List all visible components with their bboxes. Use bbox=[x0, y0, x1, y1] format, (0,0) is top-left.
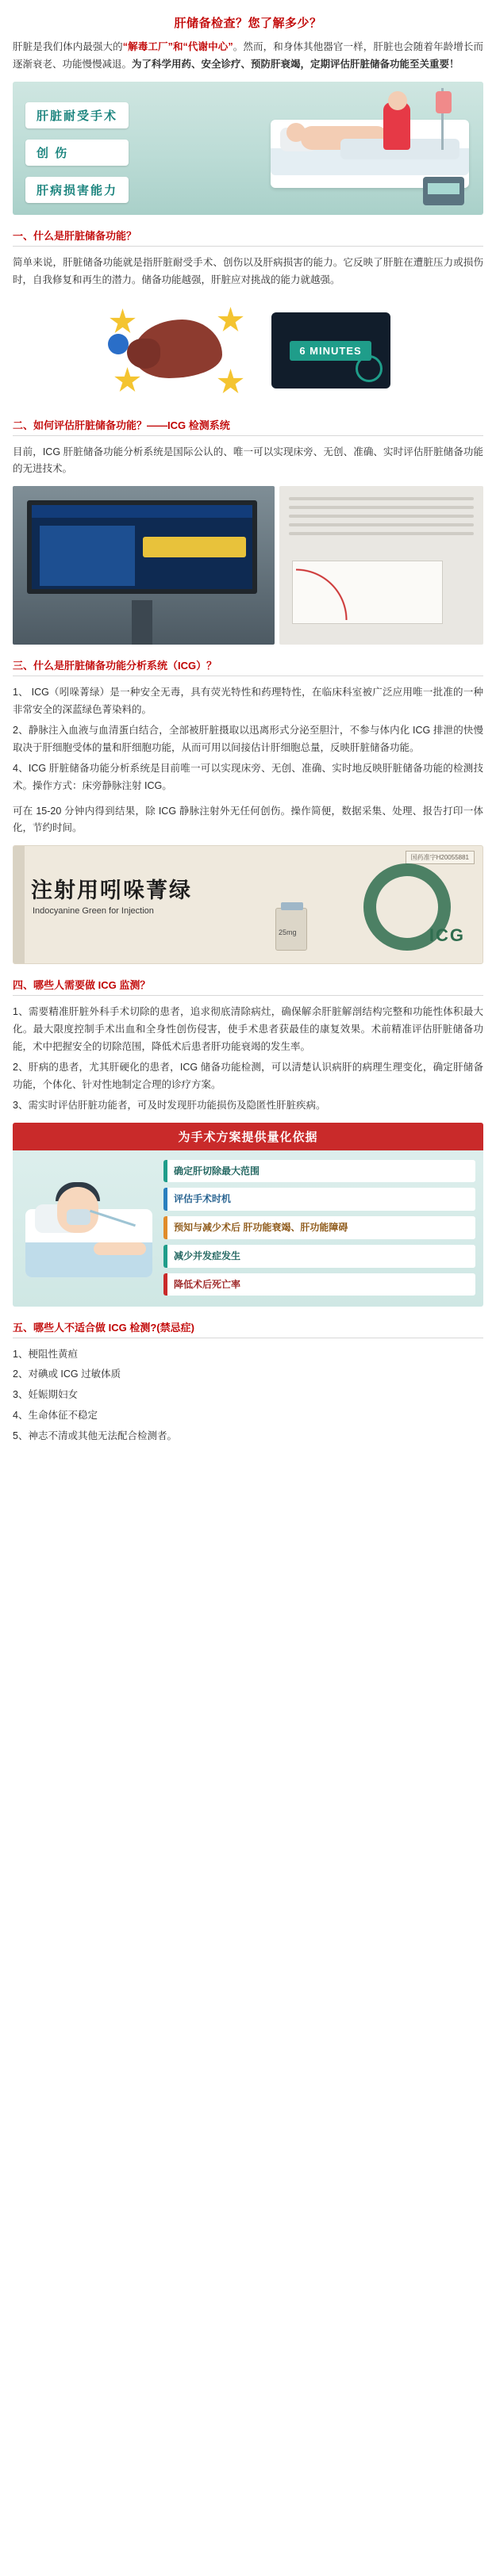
figure-surgery-illustration bbox=[13, 82, 483, 215]
burst-icon bbox=[114, 367, 141, 394]
clock-icon bbox=[356, 355, 383, 382]
report-line bbox=[289, 506, 474, 509]
section-heading-2: 二、如何评估肝脏储备功能？——ICG 检测系统 bbox=[13, 419, 230, 431]
figure5-banner: 为手术方案提供量化依据 bbox=[13, 1123, 483, 1150]
section-heading-3: 三、什么是肝脏储备功能分析系统（ICG）？ bbox=[13, 660, 217, 672]
box-left-edge bbox=[13, 846, 25, 963]
drug-name-cn: 注射用吲哚菁绿 bbox=[31, 878, 192, 903]
intro-highlight: “解毒工厂”和“代谢中心” bbox=[122, 41, 233, 52]
section-divider-2 bbox=[13, 435, 483, 436]
intro-paragraph bbox=[13, 39, 483, 74]
liver-lobe-shape bbox=[127, 339, 160, 369]
icg-monitor-photo bbox=[13, 486, 275, 645]
report-line bbox=[289, 523, 474, 526]
monitor-shape bbox=[423, 177, 464, 205]
list-item: 4、ICG 肝脏储备功能分析系统是目前唯一可以实现床旁、无创、准确、实时地反映肝脏储备功能的检测技术。操作方式：床旁静脉注射 ICG。 bbox=[13, 762, 483, 791]
section-4-list bbox=[13, 1004, 483, 1114]
figure5-steps bbox=[163, 1160, 475, 1303]
burst-icon bbox=[217, 369, 244, 396]
patient-illustration bbox=[21, 1160, 156, 1303]
list-item: 2、对碘或 ICG 过敏体质 bbox=[13, 1368, 121, 1380]
figure-icg-device-photos bbox=[13, 486, 483, 645]
drug-approval-number: 国药准字H20055881 bbox=[406, 851, 475, 864]
report-text-lines bbox=[289, 497, 474, 541]
section-5-list bbox=[13, 1346, 483, 1445]
figure5-step-2: 评估手术时机 bbox=[163, 1188, 475, 1211]
burst-icon bbox=[110, 308, 136, 335]
timer-graphic bbox=[271, 312, 390, 389]
screen-titlebar bbox=[32, 505, 252, 518]
icg-report-photo bbox=[279, 486, 483, 645]
list-item: 5、神志不清或其他无法配合检测者。 bbox=[13, 1430, 177, 1441]
report-curve bbox=[296, 565, 439, 620]
list-item: 1、梗阻性黄疸 bbox=[13, 1348, 78, 1360]
doctor-head-shape bbox=[388, 91, 407, 110]
drug-dose-label: 25mg bbox=[279, 928, 297, 937]
report-line bbox=[289, 497, 474, 500]
iv-bag-shape bbox=[436, 91, 452, 113]
section-heading-1: 一、什么是肝脏储备功能？ bbox=[13, 229, 137, 242]
figure1-label-3: 肝病损害能力 bbox=[25, 177, 129, 203]
section-3-paragraph: 可在 15-20 分钟内得到结果，除 ICG 静脉注射外无任何创伤。操作简便，数据采集、处理、报告打印一体化，节约时间。 bbox=[13, 805, 483, 834]
figure5-body bbox=[13, 1150, 483, 1303]
section-1-paragraph: 简单来说，肝脏储备功能就是指肝脏耐受手术、创伤以及肝病损害的能力。它反映了肝脏在遭脏压力或损伤时，自我修复和再生的潜力。储备功能越强，肝脏应对挑战的能力就越强。 bbox=[13, 256, 483, 285]
figure1-labels bbox=[25, 102, 129, 203]
section-2-paragraph: 目前，ICG 肝脏储备功能分析系统是国际公认的、唯一可以实现床旁、无创、准确、实时评估肝脏储备功能的无进技术。 bbox=[13, 446, 483, 475]
intro-text-1: 肝脏是我们体内最强大的 bbox=[13, 41, 123, 52]
monitor-screen bbox=[27, 500, 257, 594]
section-divider-1 bbox=[13, 246, 483, 247]
list-item: 1、 ICG（吲哚菁绿）是一种安全无毒，具有荧光特性和药理特性，在临床科室被广泛应用唯一批准的一种非常安全的深蓝绿色菁染料的。 bbox=[13, 687, 483, 716]
section-3-list bbox=[13, 684, 483, 794]
figure-quantitative-basis bbox=[13, 1123, 483, 1307]
oxygen-mask-icon bbox=[67, 1209, 90, 1225]
vial-cap-shape bbox=[281, 902, 303, 910]
list-item: 4、生命体征不稳定 bbox=[13, 1410, 98, 1422]
liver-graphic bbox=[106, 299, 249, 402]
pill-icon bbox=[108, 334, 129, 354]
figure1-label-1: 肝脏耐受手术 bbox=[25, 102, 129, 128]
patient-arm-shape bbox=[94, 1242, 146, 1255]
section-heading-5: 五、哪些人不适合做 ICG 检测?(禁忌症) bbox=[13, 1321, 194, 1334]
report-line bbox=[289, 532, 474, 535]
figure5-step-1: 确定肝切除最大范围 bbox=[163, 1160, 475, 1183]
intro-text-4: 为了科学用药、安全诊疗、预防肝衰竭，定期评估肝脏储备功能至关重要！ bbox=[132, 58, 459, 70]
report-graph bbox=[292, 561, 443, 624]
screen-highlight-band bbox=[143, 537, 246, 557]
patient-head-shape bbox=[286, 123, 306, 142]
figure5-step-3: 预知与减少术后 肝功能衰竭、肝功能障碍 bbox=[163, 1216, 475, 1239]
burst-icon bbox=[217, 307, 244, 334]
section-heading-4: 四、哪些人需要做 ICG 监测？ bbox=[13, 979, 151, 992]
figure5-step-4: 减少并发症发生 bbox=[163, 1245, 475, 1268]
report-line bbox=[289, 515, 474, 518]
timer-badge-label: 6 MINUTES bbox=[290, 341, 371, 361]
screen-panel bbox=[40, 526, 135, 586]
page-title: 肝储备检查？您了解多少？ bbox=[174, 17, 322, 30]
list-item: 1、需要精准肝脏外科手术切除的患者，追求彻底清除病灶，确保解余肝脏解剖结构完整和功能性体积最大化。最大限度控制手术出血和全身性创伤侵害，使手术患者获最佳的康复效果。术前精准评估肝脏储备功能，术中把握安全的切除范围，降低术后患者肝功能衰竭的发生率。 bbox=[13, 1006, 483, 1052]
list-item: 3、需实时评估肝脏功能者，可及时发现肝功能损伤及隐匿性肝脏疾病。 bbox=[13, 1099, 326, 1111]
brand-label: ICG bbox=[429, 925, 465, 946]
figure-drug-box-photo bbox=[13, 845, 483, 964]
intro-text-3: 。然而，和身体其他器官一样，肝脏也会随着年龄增长而逐渐衰老、功能慢慢减退。 bbox=[13, 41, 483, 70]
figure5-step-5: 降低术后死亡率 bbox=[163, 1273, 475, 1296]
figure-liver-illustration bbox=[13, 297, 483, 404]
figure1-label-2: 创 伤 bbox=[25, 140, 129, 166]
list-item: 2、肝病的患者，尤其肝硬化的患者，ICG 储备功能检测，可以清楚认识病肝的病理生理变化，确定肝储备功能，个体化、针对性地制定合理的诊疗方案。 bbox=[13, 1061, 483, 1090]
list-item: 2、静脉注入血液与血清蛋白结合，全部被肝脏摄取以迅离形式分泌至胆汁，不参与体内化 ICG 排泄的快慢取决于肝细胞受体的量和肝细胞功能，从而可用以间接估计肝细胞总量，反映肝脏储备功能。 bbox=[13, 725, 483, 753]
section-divider-4 bbox=[13, 995, 483, 996]
list-item: 3、妊娠期妇女 bbox=[13, 1389, 78, 1401]
monitor-stand bbox=[132, 600, 152, 645]
drug-name-en: Indocyanine Green for Injection bbox=[33, 906, 154, 917]
